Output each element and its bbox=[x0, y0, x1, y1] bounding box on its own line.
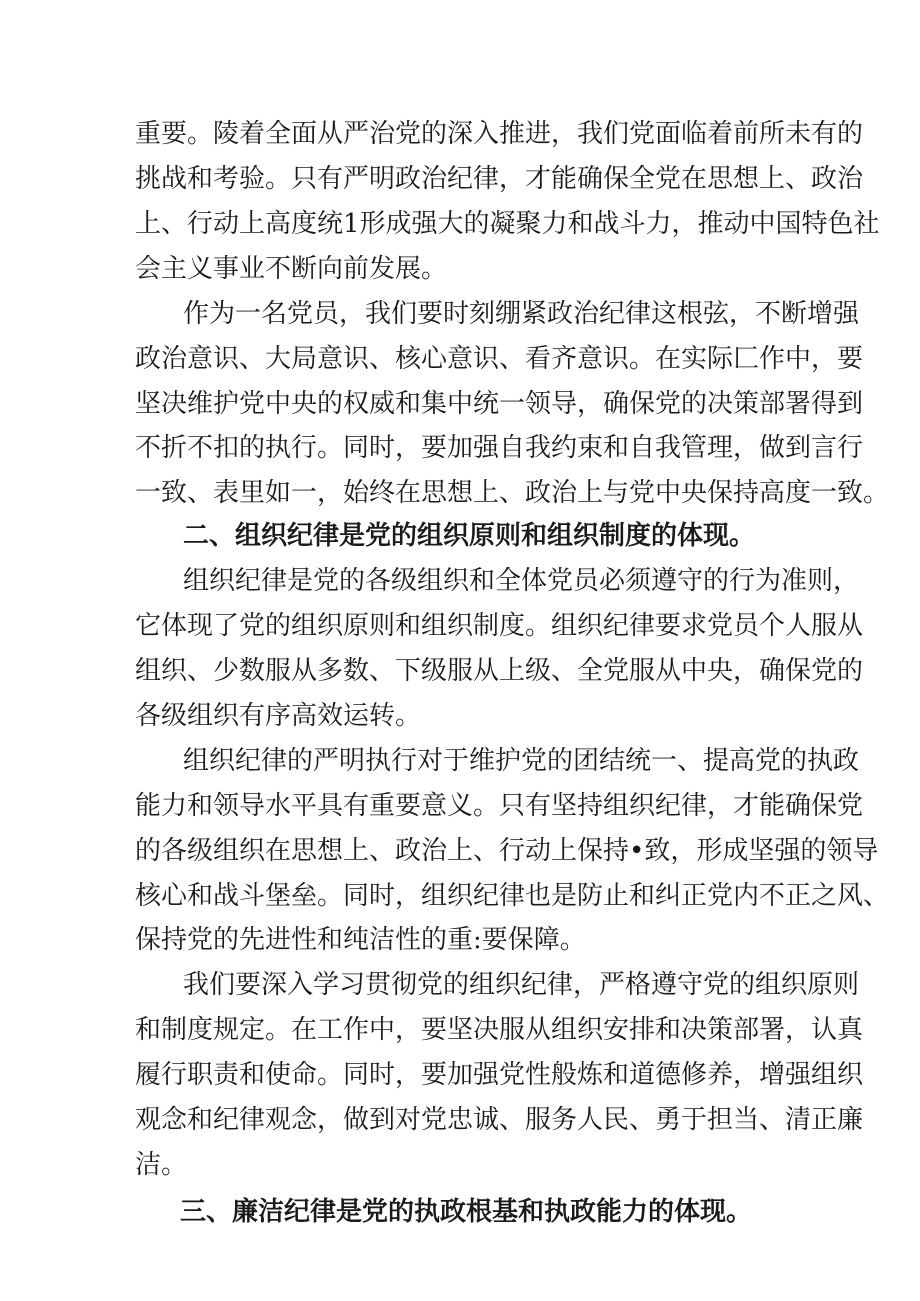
section-heading: 二、组织纪律是党的组织原则和组织制度的体现。 bbox=[183, 521, 756, 551]
paragraph-line: 它体现了党的组织原则和组织制度。组织纪律要求党员个人服从 bbox=[135, 611, 864, 641]
paragraph-line: 组织、少数服从多数、下级服从上级、全党服从中央，确保党的 bbox=[135, 656, 864, 686]
paragraph-line: 保持党的先进性和纯洁性的重:要保障。 bbox=[135, 925, 586, 955]
paragraph-line: 核心和战斗堡垒。同时，组织纪律也是防止和纠正党内不正之风、 bbox=[135, 881, 890, 911]
paragraph-line: 上、行动上高度统1形成强大的凝聚力和战斗力，推动中国特色社 bbox=[135, 209, 880, 239]
paragraph-line: 观念和纪律观念，做到对党忠诚、服务人民、勇于担当、清正廉 bbox=[135, 1105, 864, 1135]
paragraph-line: 坚决维护党中央的权威和集中统一领导，确保党的决策部署得到 bbox=[135, 389, 864, 419]
paragraph-line: 履行职责和使命。同时，要加强党性般炼和道德修养，增强组织 bbox=[135, 1060, 864, 1090]
paragraph-line: 会主义事业不断向前发展。 bbox=[135, 254, 448, 284]
paragraph-line: 作为一名党员，我们要时刻绷紧政治纪律这根弦，不断增强 bbox=[183, 299, 860, 329]
paragraph-line: 我们要深入学习贯彻党的组织纪律，严格遵守党的组织原则 bbox=[183, 970, 860, 1000]
paragraph-line: 政治意识、大局意识、核心意识、看齐意识。在实际匚作中，要 bbox=[135, 344, 864, 374]
paragraph-line: 不折不扣的执行。同时，要加强自我约束和自我管理，做到言行 bbox=[135, 433, 864, 463]
paragraph-line: 组织纪律的严明执行对于维护党的团结统一、提高党的执政 bbox=[183, 746, 860, 776]
paragraph-line: 能力和领导水平具有重要意义。只有坚持组织纪律，才能确保党 bbox=[135, 791, 864, 821]
paragraph-line: 重要。陵着全面从严治党的深入推进，我们党面临着前所未有的 bbox=[135, 119, 864, 149]
paragraph-line: 和制度规定。在工作中，要坚决服从组织安排和决策部署，认真 bbox=[135, 1015, 864, 1045]
paragraph-line: 一致、表里如一，始终在思想上、政治上与党中央保持高度一致。 bbox=[135, 478, 890, 508]
paragraph-line: 组织纪律是党的各级组织和全体党员必须遵守的行为准则， bbox=[183, 566, 860, 596]
paragraph-line: 挑战和考验。只有严明政治纪律，才能确保全党在思想上、政治 bbox=[135, 164, 864, 194]
paragraph-line: 各级组织有序高效运转。 bbox=[135, 701, 422, 731]
paragraph-line: 的各级组织在思想上、政治上、行动上保持•致，形成坚强的领导 bbox=[135, 836, 879, 866]
section-heading: 三、廉洁纪律是党的执政根基和执政能力的体现。 bbox=[180, 1197, 753, 1227]
paragraph-line: 洁。 bbox=[135, 1150, 188, 1180]
